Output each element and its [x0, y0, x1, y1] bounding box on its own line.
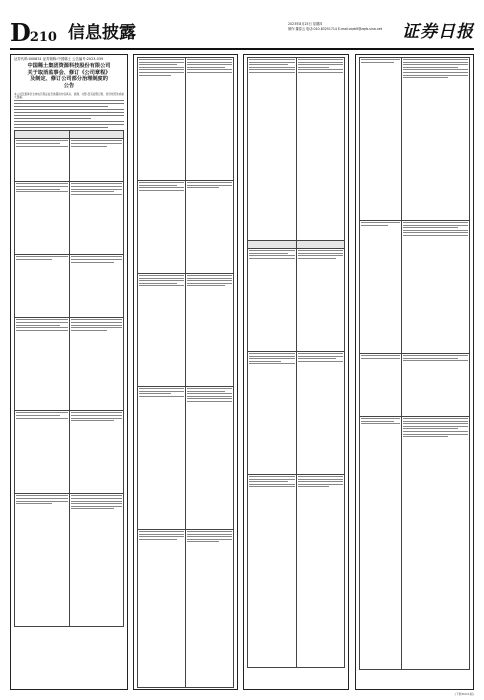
column-2 [133, 54, 238, 690]
article-title-line: 关于取消监事会、修订《公司章程》 [27, 69, 111, 76]
column-3 [243, 54, 349, 690]
comparison-table-continued [137, 57, 234, 688]
article-meta: 证券代码:000831 证券简称:中国稀土 公告编号:2023-039 [14, 57, 104, 61]
edition-contact: 制作:董春云 电话:010-83251714 E-mail:zqrb9@zqrb.sina.net [288, 27, 383, 31]
article-title [11, 63, 127, 89]
page-number: 210 [29, 30, 57, 45]
page-code [10, 20, 57, 51]
article-title-line: 中国稀土集团资源科技股份有限公司 [27, 63, 111, 70]
edition-date: 2023年8月25日 星期四 [288, 22, 323, 26]
newspaper-logo: 证券日报 [402, 22, 474, 42]
body-text-block [14, 100, 124, 128]
article-notice: 本公司及董事会全体成员保证信息披露的内容真实、准确、完整,没有虚假记载、误导性陈述或重大遗漏。 [14, 92, 124, 99]
page-letter: D [10, 18, 30, 47]
column-1 [10, 54, 128, 690]
comparison-table-continued [247, 57, 345, 668]
comparison-table-continued [359, 57, 470, 670]
article-title-line: 及制定、修订公司部分治理制度的 [30, 76, 108, 83]
comparison-table [14, 130, 124, 627]
edition-info [288, 22, 398, 32]
masthead [10, 20, 474, 48]
continued-label: (下转D211版) [454, 692, 474, 696]
article-title-line: 公告 [63, 82, 75, 89]
column-4 [355, 54, 474, 690]
section-title: 信息披露 [68, 23, 136, 43]
header-rule [10, 48, 474, 50]
